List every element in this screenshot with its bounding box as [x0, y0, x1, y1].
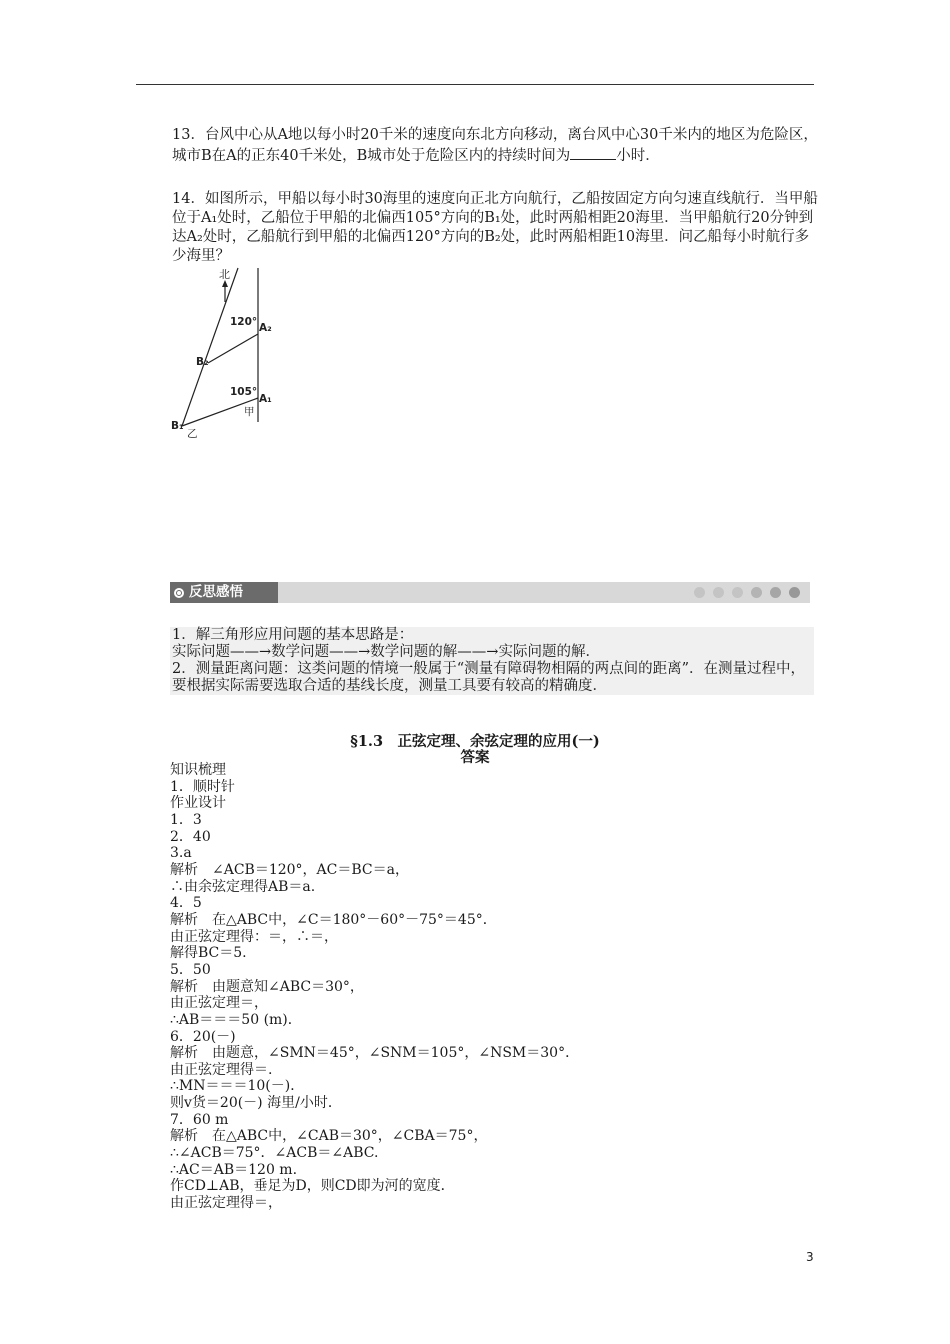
answer-blank [570, 145, 616, 160]
answer-line: ∴AC＝AB＝120 m. [170, 1161, 298, 1178]
dot-icon [732, 587, 743, 598]
label-a2: A₂ [259, 322, 272, 334]
label-b1: B₁ [171, 420, 184, 432]
answer-line: ∴AB＝＝＝50 (m)． [170, 1011, 302, 1028]
answer-line: 4．5 [170, 895, 202, 912]
reflection-title: 反思感悟 [189, 584, 243, 600]
answer-line: 解析 在△ABC中，∠CAB＝30°，∠CBA＝75°， [170, 1128, 488, 1145]
label-b2: B₂ [196, 356, 209, 368]
dot-icon [713, 587, 724, 598]
answer-line: 由正弦定理得＝. [170, 1061, 273, 1078]
reflection-line: 1．解三角形应用问题的基本思路是： [172, 627, 414, 643]
answer-line: ∴∠ACB＝75°．∠ACB＝∠ABC. [170, 1145, 379, 1162]
answer-line: 1．顺时针 [170, 778, 235, 795]
answer-line: 知识梳理 [170, 762, 226, 778]
answer-line: 3.a [170, 845, 192, 862]
problem-13 [172, 126, 822, 166]
answer-line: 则v货＝20(－) 海里/小时． [170, 1095, 342, 1112]
answer-heading: 答案 [460, 749, 490, 766]
answer-line: ∴由余弦定理得AB＝a. [170, 878, 316, 895]
north-label: 北 [219, 268, 230, 281]
dot-icon [770, 587, 781, 598]
label-jia: 甲 [244, 406, 255, 418]
answer-line: 解析 ∠ACB＝120°，AC＝BC＝a， [170, 861, 409, 878]
line-b1-north [182, 268, 238, 426]
problem-14-text: 14．如图所示，甲船以每小时30海里的速度向正北方向航行，乙船按固定方向匀速直线航行．当甲船位于A₁处时，乙船位于甲船的北偏西105°方向的B₁处，此时两船相距20海里．当甲船航行20分钟到达A₂处时，乙船航行到甲船的北偏西120°方向的B₂处，此时两船相距10海里．问乙船每小时航行多少海里？ [172, 191, 818, 264]
dot-icon [751, 587, 762, 598]
reflection-banner [170, 582, 810, 603]
reflection-tag [170, 582, 278, 603]
navigation-figure [166, 266, 286, 444]
answer-line: 7．60 m [170, 1111, 229, 1128]
answer-line: 2．40 [170, 828, 211, 845]
reflection-box [170, 627, 814, 695]
answer-line: 解析 由题意，∠SMN＝45°，∠SNM＝105°，∠NSM＝30°． [170, 1045, 580, 1062]
answer-line: 5．50 [170, 961, 211, 978]
label-yi: 乙 [187, 428, 198, 440]
label-a1: A₁ [259, 393, 272, 405]
answer-line: 6．20(－) [170, 1028, 236, 1045]
answer-line: 由正弦定理得＝， [170, 1195, 282, 1212]
problem-14 [172, 190, 822, 266]
section-title: §1.3 正弦定理、余弦定理的应用(一) [350, 733, 600, 750]
answer-line: 由正弦定理＝， [170, 995, 268, 1012]
decorative-dots [694, 587, 800, 598]
page-number: 3 [806, 1250, 814, 1264]
reflection-line: 2．测量距离问题：这类问题的情境一般属于“测量有障碍物相隔的两点间的距离”．在测量过程中，要根据实际需要选取合适的基线长度，测量工具要有较高的精确度． [172, 661, 806, 694]
line-a2-b2 [208, 334, 258, 363]
problem-13-unit: 小时． [616, 148, 660, 164]
answer-line: ∴MN＝＝＝10(－)． [170, 1078, 305, 1095]
answer-line: 作CD⊥AB，垂足为D，则CD即为河的宽度． [170, 1178, 455, 1195]
angle-105-label: 105° [230, 386, 258, 398]
answer-line: 解得BC＝5. [170, 945, 247, 962]
answer-list [170, 762, 820, 1212]
answer-line: 由正弦定理得：＝，∴＝， [170, 928, 338, 945]
target-icon [174, 588, 184, 598]
angle-120-label: 120° [230, 316, 258, 328]
answer-line: 作业设计 [170, 795, 226, 812]
answer-line: 1．3 [170, 811, 202, 828]
header-rule [136, 84, 814, 85]
dot-icon [789, 587, 800, 598]
north-arrow-icon [222, 280, 228, 287]
answer-line: 解析 由题意知∠ABC＝30°， [170, 978, 364, 995]
answer-line: 解析 在△ABC中，∠C＝180°－60°－75°＝45°． [170, 911, 497, 928]
reflection-line: 实际问题——→数学问题——→数学问题的解——→实际问题的解． [172, 644, 600, 660]
dot-icon [694, 587, 705, 598]
problem-13-text: 13．台风中心从A地以每小时20千米的速度向东北方向移动，离台风中心30千米内的地区为危险区，城市B在A的正东40千米处，B城市处于危险区内的持续时间为 [172, 127, 818, 164]
